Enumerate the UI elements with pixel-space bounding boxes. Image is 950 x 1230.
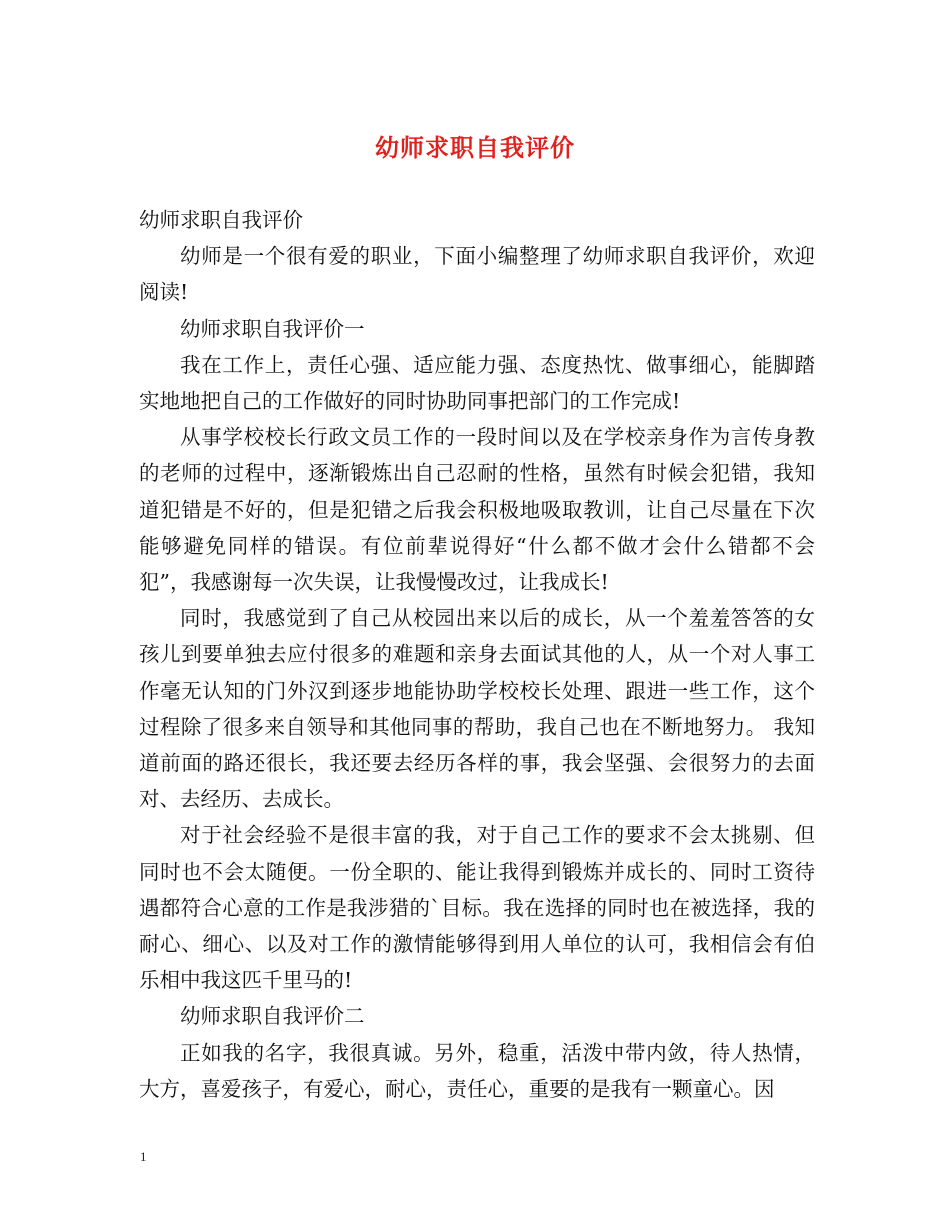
paragraph: 正如我的名字，我很真诚。另外，稳重，活泼中带内敛，待人热情，大方，喜爱孩子，有爱心，耐心，责任心，重要的是我有一颗童心。因: [139, 1040, 815, 1101]
paragraph: 对于社会经验不是很丰富的我，对于自己工作的要求不会太挑剔、但同时也不会太随便。一份全职的、能让我得到锻炼并成长的、同时工资待遇都符合心意的工作是我涉猎的`目标。我在选择的同时也在被选择，我的耐心、细心、以及对工作的激情能够得到用人单位的认可，我相信会有伯乐相中我这匹千里马的!: [139, 823, 815, 993]
section-heading-two: 幼师求职自我评价二: [180, 1004, 365, 1029]
section-heading-one: 幼师求职自我评价一: [180, 316, 365, 341]
page-number: 1: [140, 1149, 147, 1164]
paragraph-heading: 幼师求职自我评价: [139, 208, 303, 232]
document-title: 幼师求职自我评价: [375, 133, 575, 162]
paragraph: 我在工作上，责任心强、适应能力强、态度热忱、做事细心，能脚踏实地地把自己的工作做好的同时协助同事把部门的工作完成!: [139, 352, 815, 414]
document-body: [139, 202, 815, 1107]
paragraph: 从事学校校长行政文员工作的一段时间以及在学校亲身作为言传身教的老师的过程中，逐渐锻炼出自己忍耐的性格，虽然有时候会犯错，我知道犯错是不好的，但是犯错之后我会积极地吸取教训，让自己尽量在下次能够避免同样的错误。有位前辈说得好“什么都不做才会什么错都不会犯”，我感谢每一次失误，让我慢慢改过，让我成长!: [139, 425, 815, 595]
paragraph-intro: 幼师是一个很有爱的职业，下面小编整理了幼师求职自我评价，欢迎阅读!: [139, 244, 815, 305]
paragraph: 同时，我感觉到了自己从校园出来以后的成长，从一个羞羞答答的女孩儿到要单独去应付很多的难题和亲身去面试其他的人，从一个对人事工作毫无认知的门外汉到逐步地能协助学校校长处理、跟进一些工作，这个过程除了很多来自领导和其他同事的帮助，我自己也在不断地努力。 我知道前面的路还很长，我还要去经历各样的事，我会坚强、会很努力的去面对、去经历、去成长。: [139, 606, 815, 812]
